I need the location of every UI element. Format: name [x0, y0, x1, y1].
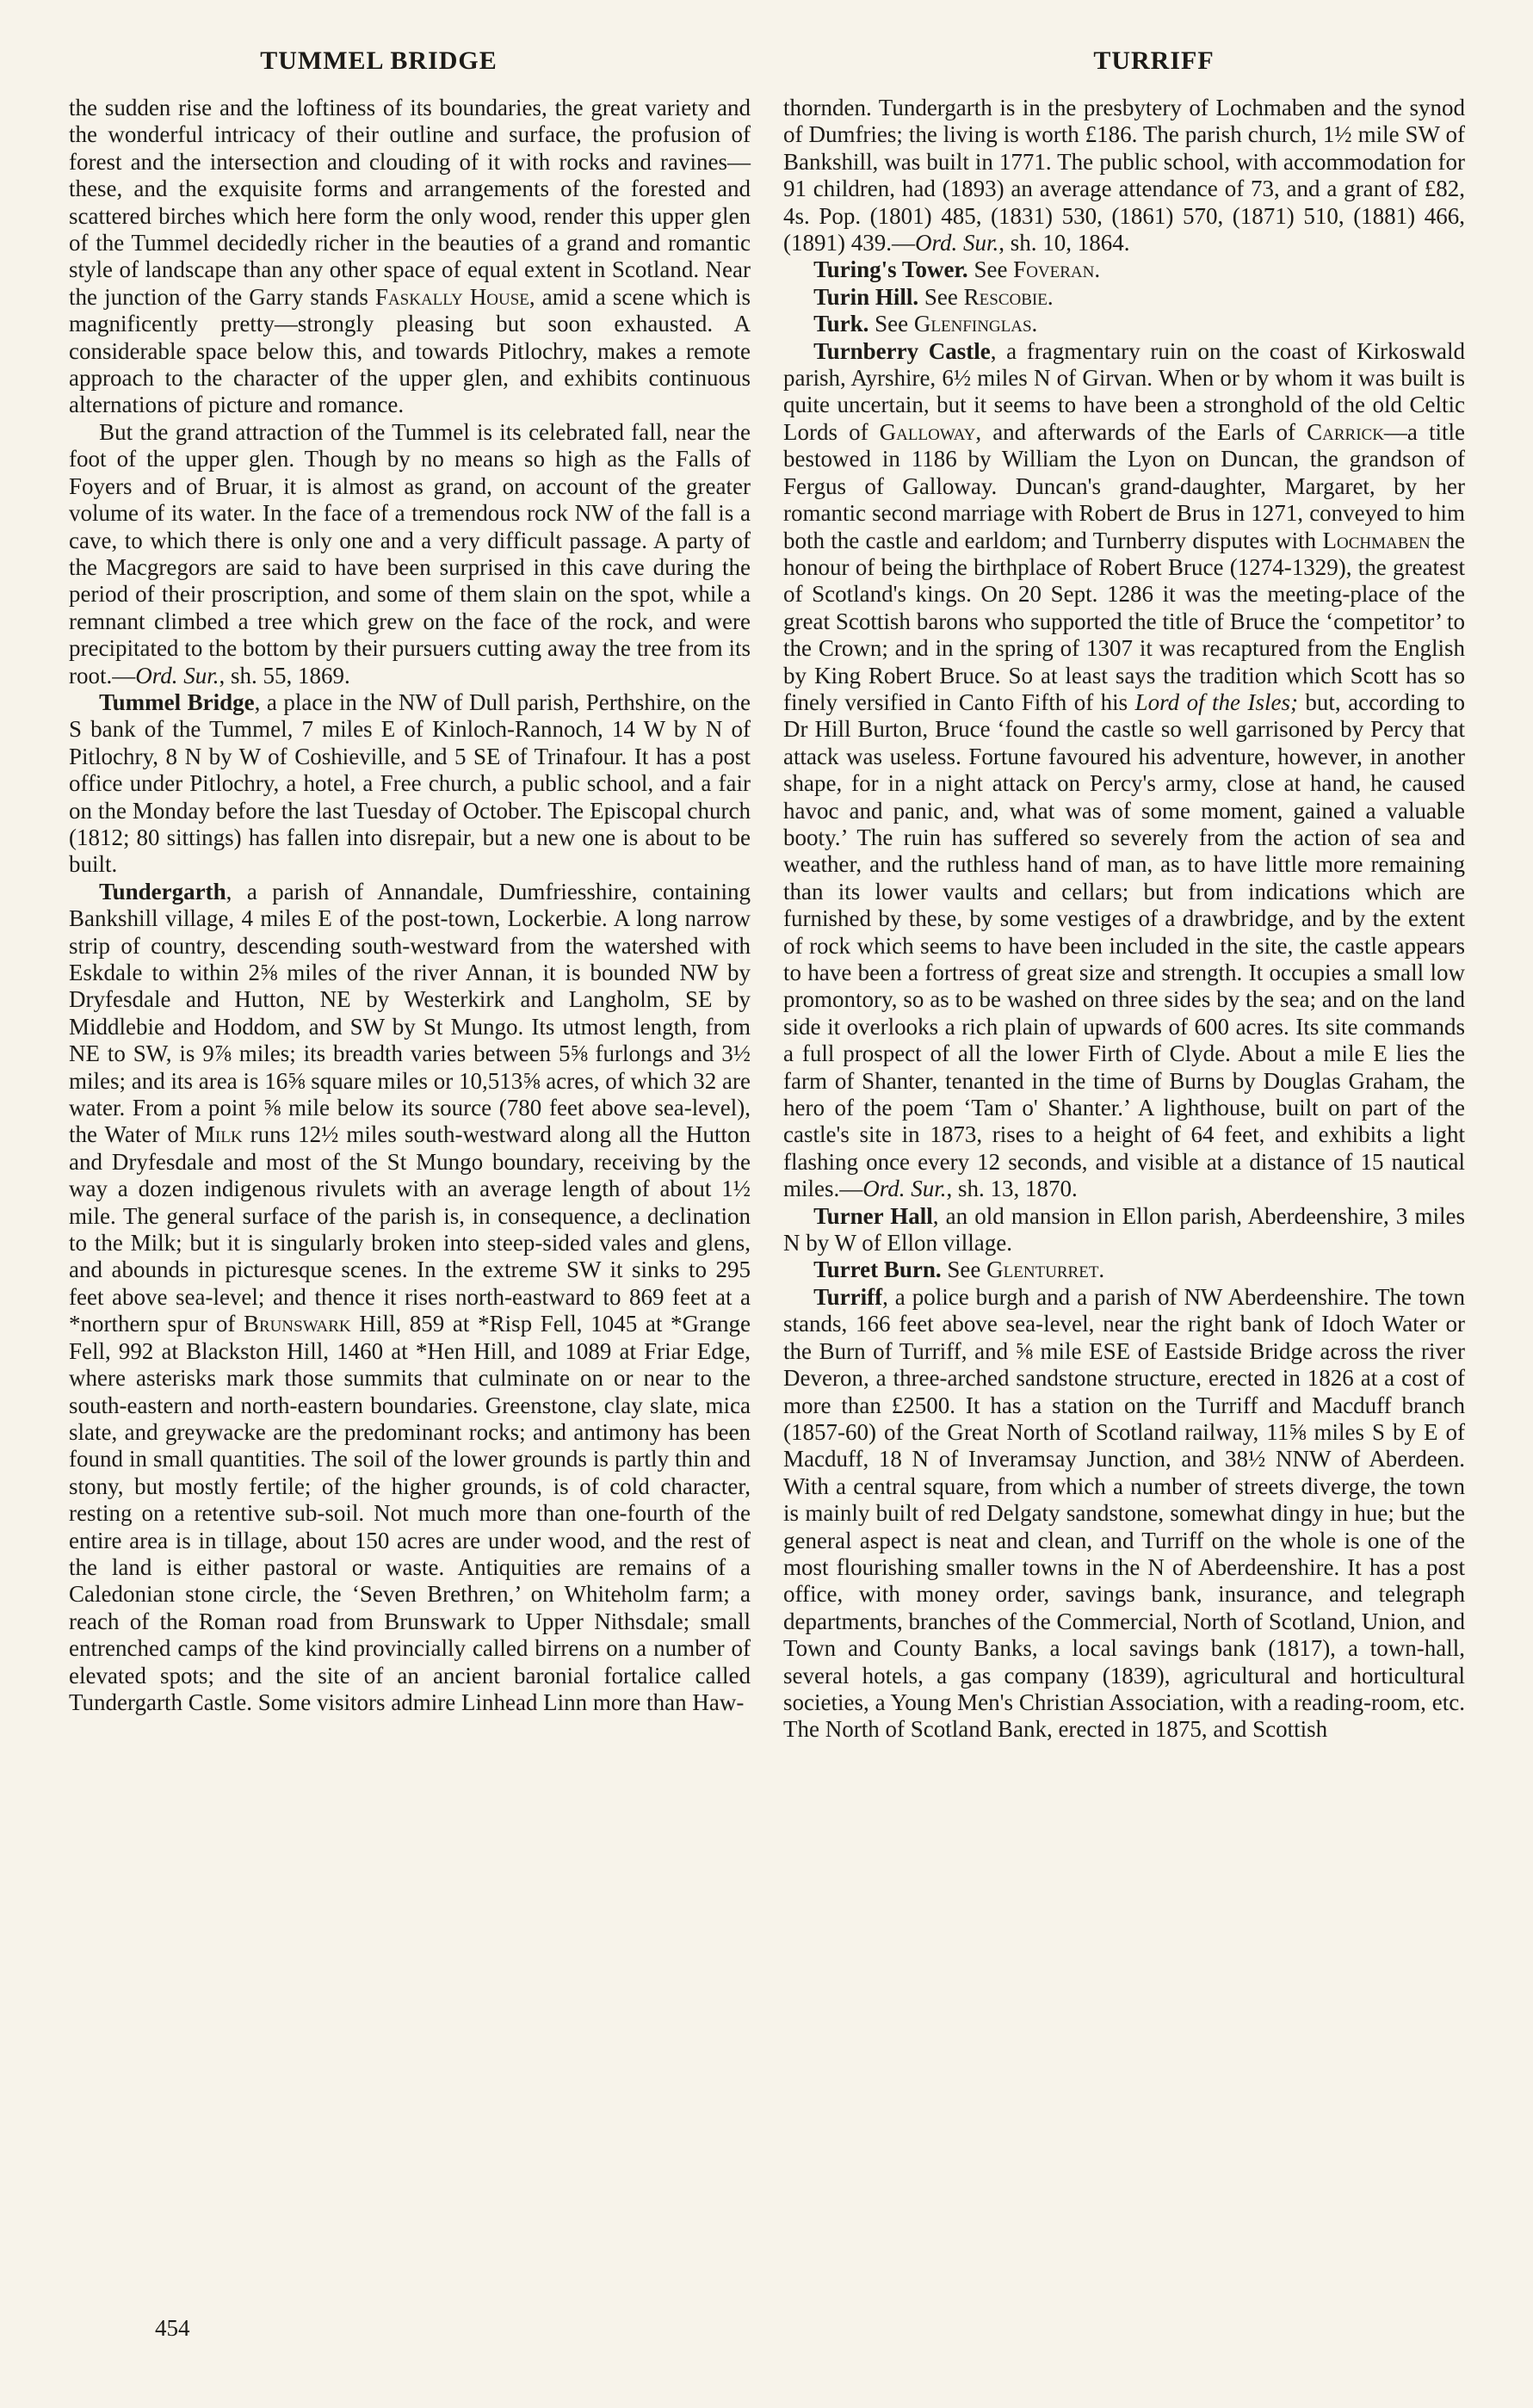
cross-reference: Milk [194, 1121, 243, 1148]
cross-reference: Glenfinglas. [913, 311, 1038, 337]
entry-tummel-bridge [69, 689, 751, 879]
left-column [69, 95, 751, 1716]
paragraph-tummel-fall [69, 419, 751, 689]
see-label: See [947, 1256, 981, 1283]
running-head-left: TUMMEL BRIDGE [260, 46, 498, 75]
paragraph-tummel-upper-glen [69, 95, 751, 419]
entry-headword: Turk. [813, 311, 869, 337]
text-run: thornden. Tundergarth is in the presbytery of Lochmaben and the synod of Dumfries; the living is worth £186. The parish church, 1½ mile SW of Bankshill, was built in 1771. The public school, with accommodation for 91 children, had (1893) an average attendance of 73, and a grant of £82, 4s. Pop. (1801) 485, (1831) 530, (1861) 570, (1871) 510, (1881) 466, (1891) 439.— [783, 95, 1465, 256]
entry-body: , a police burgh and a parish of NW Aberdeenshire. The town stands, 166 feet above sea-level, near the right bank of Idoch Water or the Burn of Turriff, and ⅝ mile ESE of Eastside Bridge across the river Deveron, a three-arched sandstone structure, erected in 1826 at a cost of more than £2500. It has a station on the Turriff and Macduff branch (1857-60) of the Great North of Scotland railway, 11⅝ miles S by E of Macduff, 18 N of Inveramsay Junction, and 38½ NNW of Aberdeen. With a central square, from which a number of streets diverge, the town is mainly built of red Delgaty sandstone, somewhat dingy in hue; but the general aspect is neat and clean, and Turriff on the whole is one of the most flourishing smaller towns in the N of Aberdeenshire. It has a post office, with money order, savings bank, insurance, and telegraph departments, branches of the Commercial, North of Scotland, Union, and Town and County Banks, a local savings bank (1817), a town-hall, several hotels, a gas company (1839), agricultural and horticultural societies, a Young Men's Christian Association, with a reading-room, etc. The North of Scotland Bank, erected in 1875, and Scottish [783, 1283, 1465, 1743]
entry-headword: Turner Hall [813, 1202, 933, 1229]
entry-headword: Turing's Tower. [813, 256, 968, 283]
cross-reference: Glenturret. [986, 1256, 1105, 1283]
entry-body: , an old mansion in Ellon parish, Aberdeenshire, 3 miles N by W of Ellon village. [783, 1202, 1465, 1256]
entry-body: the honour of being the birthplace of Robert Bruce (1274-1329), the greatest of Scotland's kings. On 20 Sept. 1286 it was the meeting-place of the great Scottish barons who supported the title of Bruce the ‘competitor’ to the Crown; and in the spring of 1307 it was recaptured from the English by King Robert Bruce. So at least says the tradition which Scott has so finely versified in Canto Fifth of his [783, 527, 1466, 715]
entry-body: —a title bestowed in 1186 by William the Lyon on Duncan, the grandson of Fergus of Galloway. Duncan's grand-daughter, Margaret, by her romantic second marriage with Robert de Brus in 1271, conveyed to him both the castle and earldom; and Turnberry disputes with [783, 418, 1465, 553]
entry-body: , a place in the NW of Dull parish, Perthshire, on the S bank of the Tummel, 7 miles E of Kinloch-Rannoch, 14 W by N of Pitlochry, 8 N by W of Coshieville, and 5 SE of Trinafour. It has a post office under Pitlochry, a hotel, a Free church, a public school, and a fair on the Monday before the last Tuesday of October. The Episcopal church (1812; 80 sittings) has fallen into disrepair, but a new one is about to be built. [69, 688, 751, 878]
entry-headword: Turnberry Castle [813, 337, 991, 364]
text-run: the sudden rise and the loftiness of its boundaries, the great variety and the wonderful intricacy of their outline and surface, the profusion of forest and the intersection and clouding of it with rocks and ravines—these, and the exquisite forms and arrangements of the forested and scattered birches which here form the only wood, render this upper glen of the Tummel decidedly richer in the beauties of a grand and romantic style of landscape than any other space of equal extent in Scotland. Near the junction of the Garry stands [69, 95, 751, 310]
entry-headword: Tundergarth [99, 878, 226, 905]
entry-headword: Turret Burn. [813, 1256, 942, 1283]
entry-body: Hill, 859 at *Risp Fell, 1045 at *Grange Fell, 992 at Blackston Hill, 1460 at *Hen Hill, and 1089 at Friar Edge, where asterisks mark those summits that culminate on or near to the south-eastern and north-eastern boundaries. Greenstone, clay slate, mica slate, and greywacke are the predominant rocks; and antimony has been found in small quantities. The soil of the lower grounds is partly thin and stony, but mostly fertile; of the higher grounds, is of cold character, resting on a retentive sub-soil. Not much more than one-fourth of the entire area is in tillage, about 150 acres are under wood, and the rest of the land is either pastoral or waste. Antiquities are remains of a Caledonian stone circle, the ‘Seven Brethren,’ on Whiteholm farm; a reach of the Roman road from Brunswark to Upper Nithsdale; small entrenched camps of the kind provincially called birrens on a number of elevated spots; and the site of an ancient baronial fortalice called Tundergarth Castle. Some visitors admire Linhead Linn more than Haw- [69, 1311, 751, 1715]
work-title: Lord of the Isles; [1134, 688, 1298, 715]
entry-headword: Tummel Bridge [99, 688, 255, 715]
entry-turner-hall [783, 1203, 1465, 1257]
paragraph-tundergarth-continued [783, 95, 1465, 256]
see-label: See [974, 256, 1008, 283]
text-run: , sh. 13, 1870. [946, 1176, 1078, 1202]
text-run: But the grand attraction of the Tummel is its celebrated fall, near the foot of the upper glen. Though by no means so high as the Falls of Foyers and of Bruar, it is almost as grand, on account of the greater volume of its water. In the face of a tremendous rock NW of the fall is a cave, to which there is only one and a very difficult passage. A party of the Macgregors are said to have been surprised in this cave during the period of their proscription, and some of them slain on the spot, while a remnant climbed a tree which grew on the face of the rock, and were precipitated to the bottom by their pursuers cutting away the tree from its root.— [69, 418, 751, 688]
entry-body: runs 12½ miles south-westward along all the Hutton and Dryfesdale and most of the St Mungo boundary, receiving by the way a dozen indigenous rivulets with an average length of about 1½ mile. The general surface of the parish is, in consequence, a declination to the Milk; but it is singularly broken into steep-sided vales and glens, and abounds in picturesque scenes. In the extreme SW it sinks to 295 feet above sea-level; and thence it rises north-eastward to 869 feet at a *northern spur of [69, 1121, 751, 1337]
see-label: See [924, 283, 958, 310]
cross-reference: Brunswark [244, 1311, 351, 1337]
see-label: See [875, 311, 909, 337]
entry-body: , and afterwards of the Earls of [975, 418, 1296, 445]
entry-turret-burn [783, 1256, 1465, 1283]
entry-turriff [783, 1284, 1465, 1744]
text-run: , amid a scene which is magnificently pretty—strongly pleasing but soon exhausted. A considerable space below this, and towards Pitlochry, makes a remote approach to the character of the upper glen, and exhibits continuous alternations of picture and romance. [69, 283, 751, 418]
cross-reference: Galloway [879, 418, 976, 445]
running-head-right: TURRIFF [1093, 46, 1215, 75]
entry-body: , a parish of Annandale, Dumfriesshire, containing Bankshill village, 4 miles E of the post-town, Lockerbie. A long narrow strip of country, descending south-westward from the watershed with Eskdale to within 2⅝ miles of the river Annan, it is bounded NW by Dryfesdale and Hutton, NE by Westerkirk and Langholm, SE by Middlebie and Hoddom, and SW by St Mungo. Its utmost length, from NE to SW, is 9⅞ miles; its breadth varies between 5⅝ furlongs and 3½ miles; and its area is 16⅝ square miles or 10,513⅝ acres, of which 32 are water. From a point ⅝ mile below its source (780 feet above sea-level), the Water of [69, 878, 751, 1148]
entry-turings-tower [783, 256, 1465, 283]
cross-reference: Foveran. [1013, 256, 1101, 283]
ordnance-reference: Ord. Sur. [135, 662, 219, 688]
entry-body: , a fragmentary ruin on the coast of Kirkoswald parish, Ayrshire, 6½ miles N of Girvan. When or by whom it was built is quite uncertain, but it seems to have been a stronghold of the old Celtic Lords of [783, 337, 1466, 445]
text-run: , sh. 10, 1864. [998, 230, 1130, 256]
page-number: 454 [155, 2315, 190, 2341]
right-column [783, 95, 1465, 1744]
entry-headword: Turriff [813, 1283, 883, 1310]
entry-turin-hill [783, 284, 1465, 311]
cross-reference: Rescobie. [963, 283, 1054, 310]
cross-reference: Carrick [1307, 418, 1384, 445]
ordnance-reference: Ord. Sur. [862, 1176, 947, 1202]
ordnance-reference: Ord. Sur. [914, 230, 999, 256]
cross-reference: Faskally House [374, 283, 529, 310]
entry-headword: Turin Hill. [813, 283, 919, 310]
entry-tundergarth [69, 879, 751, 1717]
cross-reference: Lochmaben [1322, 527, 1431, 553]
entry-turnberry-castle [783, 338, 1465, 1203]
entry-turk [783, 311, 1465, 337]
text-run: , sh. 55, 1869. [219, 662, 350, 688]
entry-body: but, according to Dr Hill Burton, Bruce ‘found the castle so well garrisoned by Percy that attack was useless. Fortune favoured his adventure, however, in another shape, for in a night attack on Percy's army, close at hand, he caused havoc and panic, and, what was of some moment, gained a valuable booty.’ The ruin has suffered so severely from the action of sea and weather, and the ruthless hand of man, as to have little more remaining than its lower vaults and cellars; but from indications which are furnished by these, by some vestiges of a drawbridge, and by the extent of rock which seems to have been included in the site, the castle appears to have been a fortress of great size and strength. It occupies a small low promontory, so as to be washed on three sides by the sea; and on the land side it overlooks a rich plain of upwards of 600 acres. Its site commands a full prospect of all the lower Firth of Clyde. About a mile E lies the farm of Shanter, tenanted in the time of Burns by Douglas Graham, the hero of the poem ‘Tam o' Shanter.’ A lighthouse, built on part of the castle's site in 1873, rises to a height of 64 feet, and exhibits a light flashing once every 12 seconds, and visible at a distance of 15 nautical miles.— [783, 688, 1466, 1202]
